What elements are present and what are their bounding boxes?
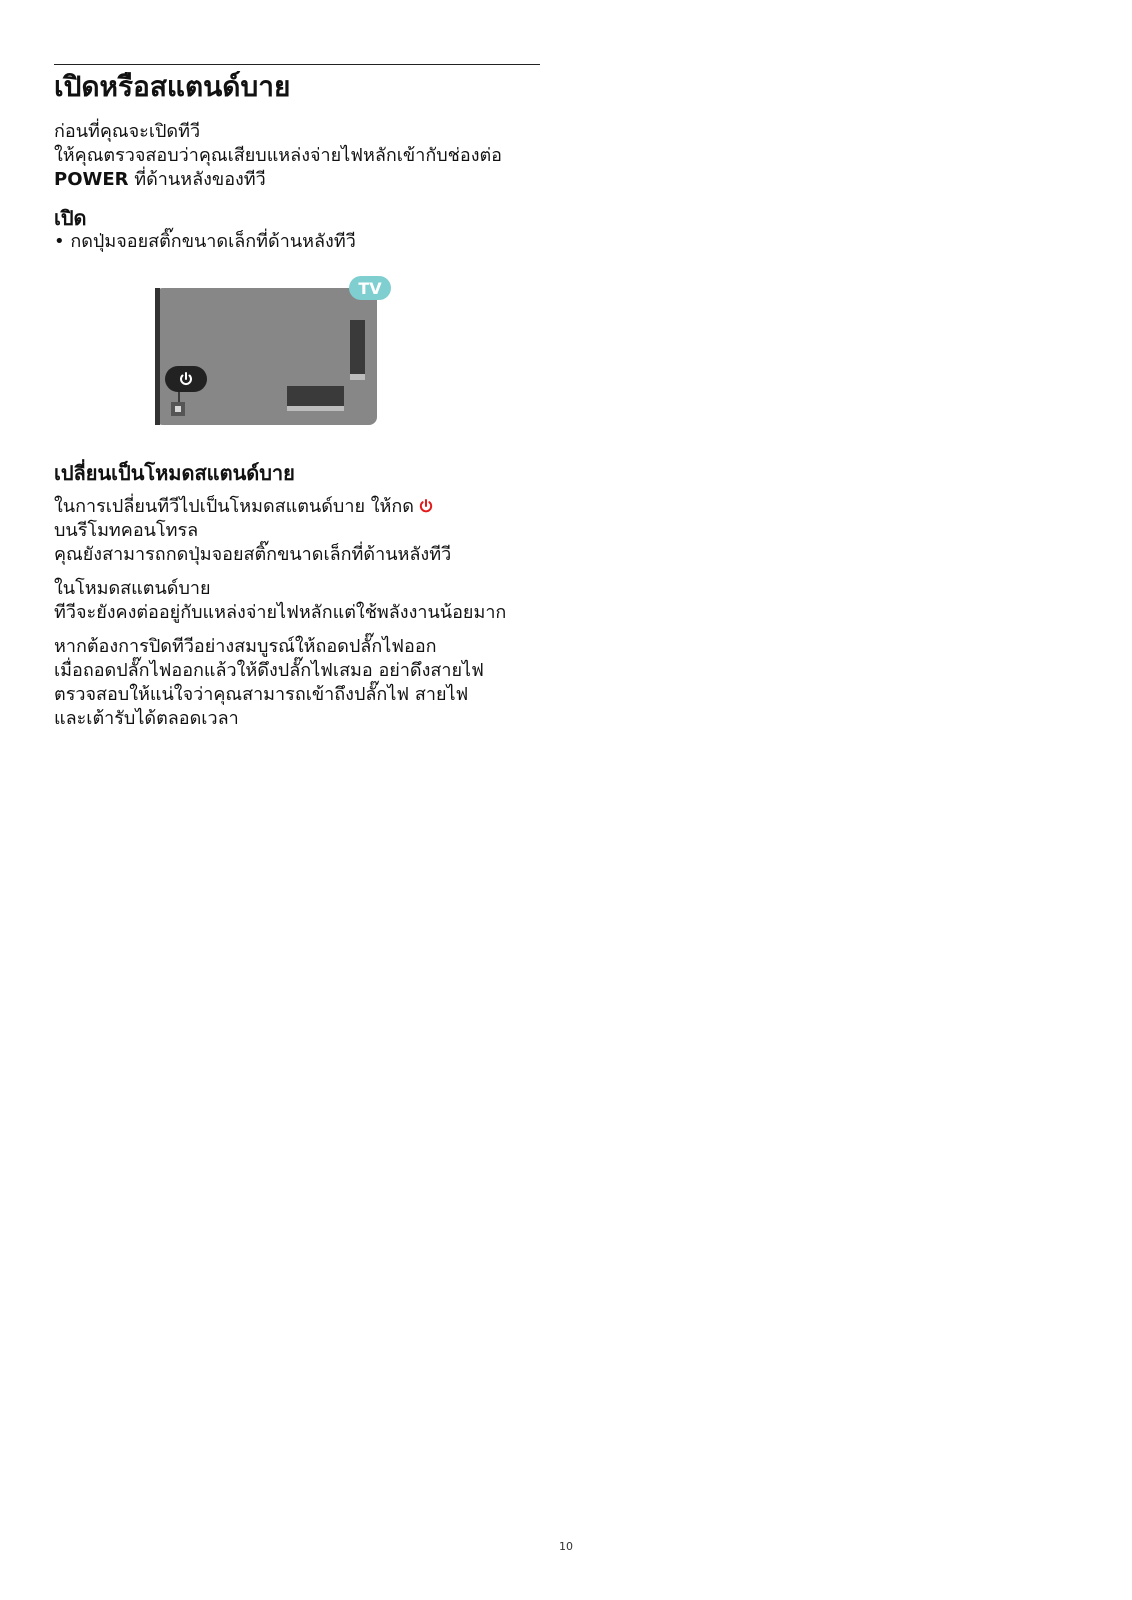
tv-badge-label: TV [358, 279, 382, 298]
standby-line-5: ทีวีจะยังคงต่ออยู่กับแหล่งจ่ายไฟหลักแต่ใช้พลังงานน้อยมาก [54, 602, 507, 623]
standby-line-9: และเต้ารับได้ตลอดเวลา [54, 708, 239, 729]
section-top-rule [54, 64, 540, 65]
tv-vertical-slot [350, 320, 365, 376]
standby-line-1-text: ในการเปลี่ยนทีวีไปเป็นโหมดสแตนด์บาย ให้กด [54, 496, 414, 517]
intro-line-3 [54, 168, 266, 192]
standby-line-7: เมื่อถอดปลั๊กไฟออกแล้วให้ดึงปลั๊กไฟเสมอ อย่าดึงสายไฟ [54, 660, 484, 681]
intro-line-2: ให้คุณตรวจสอบว่าคุณเสียบแหล่งจ่ายไฟหลักเข้ากับช่องต่อ [54, 145, 502, 166]
intro-line-1: ก่อนที่คุณจะเปิดทีวี [54, 121, 201, 142]
standby-line-6: หากต้องการปิดทีวีอย่างสมบูรณ์ให้ถอดปลั๊กไฟออก [54, 636, 437, 657]
standby-line-8: ตรวจสอบให้แน่ใจว่าคุณสามารถเข้าถึงปลั๊กไฟ สายไฟ [54, 684, 469, 705]
turn-on-bullet: • กดปุ่มจอยสติ๊กขนาดเล็กที่ด้านหลังทีวี [54, 231, 356, 252]
joystick-button-center [175, 406, 181, 412]
turn-on-heading: เปิด [54, 206, 87, 230]
tv-panel-edge [155, 288, 160, 425]
power-connector-label: POWER [54, 169, 129, 190]
standby-line-2: บนรีโมทคอนโทรล [54, 520, 199, 541]
tv-connector-block [287, 386, 344, 408]
standby-heading: เปลี่ยนเป็นโหมดสแตนด์บาย [54, 461, 295, 485]
tv-vertical-slot-base [350, 374, 365, 380]
power-icon [418, 498, 434, 514]
intro-line-3-text: ที่ด้านหลังของทีวี [128, 169, 266, 190]
tv-back-illustration [155, 276, 401, 426]
page-number: 10 [559, 1540, 573, 1553]
page-title: เปิดหรือสแตนด์บาย [54, 70, 291, 103]
standby-line-4: ในโหมดสแตนด์บาย [54, 578, 211, 599]
standby-line-3: คุณยังสามารถกดปุ่มจอยสติ๊กขนาดเล็กที่ด้านหลังทีวี [54, 544, 452, 565]
standby-line-1 [54, 495, 434, 519]
tv-connector-base [287, 406, 344, 411]
